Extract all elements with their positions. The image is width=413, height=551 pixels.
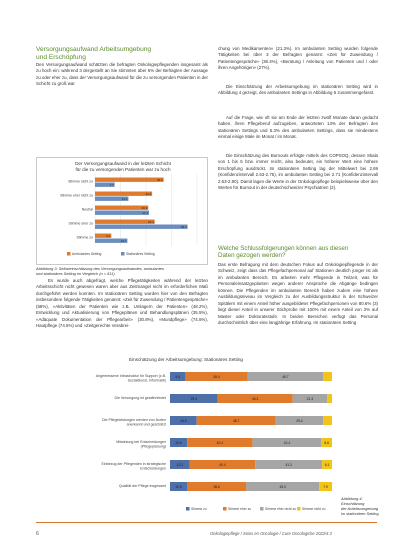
right-paragraph-2: Die Einschätzung der Arbeitsumgebung im stationären Setting wird in Abbildung 4 gezeigt, des ambulanten Settings in Abbildung 5 zusammengefasst. xyxy=(218,84,378,96)
chart2-data-label: 36.6 xyxy=(213,484,220,489)
right-paragraph-3: Auf die Frage, wie oft sie am Ende der letzten zwölf Monate daran gedacht haben, ihren Pflegeberuf aufzugeben, antworteten 13% der Befragten des stationären Settings und 5.3% des ambulanten Settings, dass sie mindestens einmal einige Male im Monat / im Monat. xyxy=(218,115,378,140)
figure-4-caption: Abbildung 4: Einschätzung der Arbeitsumgebung im stationären Setting xyxy=(341,496,379,517)
chart2-legend-label: Stimme eher zu xyxy=(228,507,252,511)
right-paragraph-4: Die Einschätzung des Burnouts erfolgte mittels des COPSOQ, dessen Skala von 1 bis 5 bzw. immer reicht, also bedeutet, ein höherer Wert eine höhere Erschöpfung ausdrückt. Im stationären Setting lag der Mittelwert bei 2.69 (Konfidenzintervall 2.63-2.75), im ambulanten Setting bei 2.71 (Konfidenzintervall 2.63-2.80). Damit lagen die Werte in der Onkologiepflege beispielsweise über den Werten für Burnout in der deutschschweizer Psychiatrien (2). xyxy=(218,153,378,191)
chart2-category-label: Die Pflegeleistungen werden von Ärzten anerkannt und geschätzt xyxy=(102,418,166,427)
chart2-data-label: 12.2 xyxy=(176,462,184,467)
chart1-legend-label: Ambulantes Setting xyxy=(72,252,102,256)
chart2-data-label: 29.4 xyxy=(190,396,198,401)
chart1-category-label: Stimme nicht zu xyxy=(68,179,93,184)
intro-paragraph: Den Versorgungsaufwand schätzten die befragten Onkologiepflegenden insgesamt als zu hoch ein: während 3 dergestellt an Sie stimmten über 6% der Befragten der Aussage zu oder eher zu, dass der Versorgungsaufwand für die zu versorgenden Patienten in der Schicht zu groß war xyxy=(36,62,208,87)
chart1-bar xyxy=(95,178,164,182)
chart2-bar-segment xyxy=(323,372,332,381)
arbeitsumgebung-chart xyxy=(36,356,336,523)
chart1-data-label: 21.2 xyxy=(142,211,149,215)
chart1-legend-label: Stationäres Setting xyxy=(126,252,155,256)
chart2-category-label: Angemessene Infrastruktur für Support (z.B. Sozialdienst, Informatik) xyxy=(95,374,166,383)
footer-rule xyxy=(36,522,377,523)
chart2-data-label: 38.4 xyxy=(213,374,220,379)
chart2-category-label: Mitwirkung bei Entscheidungen (Pflegeplanung) xyxy=(116,440,166,449)
chart2-data-label: 46.7 xyxy=(282,374,289,379)
chart2-data-label: 21.3 xyxy=(306,396,314,401)
chart2-category-label: Die Versorgung ist gewährleistet xyxy=(114,396,166,400)
chart1-bar xyxy=(95,220,155,224)
chart1-bar xyxy=(95,206,148,210)
left-body-paragraph: Es wurde auch abgefragt, welche Pflegetätigkeiten während der letzten Arbeitsschicht nicht gewesen waren aber aus Zeitmangel nicht im erforderlichen Maß durchgeführt werden konnten. Im stationären Setting wurden hier von den Befragten insbesondere folgende Tätigkeiten genannt: «Zeit für Zuwendung / Patientengespräche» (68%), «Aktivitäten der Patienten wie z.B. Umlagern der Patienten» (48.2%), Entwicklung und Aktualisierung von Pflegeplänen und Behandlungsplänen (35.5%), «Adäquate Dokumentation der Pflegearbeit» (30.8%), «Mundpflege» (74.5%), Hautpflege (74.5%) und «Zeitgerechte Verabrei- xyxy=(36,278,208,329)
chart1-data-label: 22.4 xyxy=(145,192,152,196)
chart1-title: Der Versorgungsaufwand in der letzten Schicht für die zu versorgenden Patienten war zu hoch xyxy=(75,161,171,172)
chart2-data-label: 6.6 xyxy=(324,440,329,445)
chart1-data-label: 26.9 xyxy=(156,178,163,182)
chart2-legend-swatch xyxy=(223,507,227,511)
chart1-data-label: 6.4 xyxy=(106,234,111,238)
chart2-data-label: 45.0 xyxy=(279,484,286,489)
chart2-data-label: 46.3 xyxy=(251,396,259,401)
chart2-legend-swatch xyxy=(297,507,301,511)
chart2-data-label: 29.4 xyxy=(296,418,303,423)
chart2-data-label: 9.5 xyxy=(175,374,180,379)
page-number: 6 xyxy=(36,531,39,537)
chart2-data-label: 40.4 xyxy=(219,462,226,467)
chart1-bar xyxy=(95,211,149,215)
chart1-legend-swatch xyxy=(121,252,125,256)
chart1-data-label: 12.7 xyxy=(120,239,127,243)
section-heading-versorgungsaufwand: Versorgungsaufwand Arbeitsumgebung und Erschöpfung xyxy=(36,46,152,61)
chart2-data-label: 7.9 xyxy=(323,484,328,489)
chart2-data-label: 41.3 xyxy=(285,462,292,467)
right-paragraph-5: Das erste Befragung mit dem deutschen Fokus auf Onkologiepflegende in der Schweiz, zeigt dass das Pflegefachpersonal auf Stationen deutlich jünger ist als im ambulanten Bereich. Es arbeiten mehr Pflegende in Teilzeit, was für Personaleinsatzgeplanten wegen anderer Ansprüche die Abgänge bedingen können. Die Pflegenden im ambulanten Bereich haben zudem eine höhere Ausbildungsniveau im Vergleich zu der Ausbildungsstruktur in der Schweizer Spitälern mit einem Anteil höher ausgebildeter Pflegefachpersonen von 80.6% (3) liegt dieser Anteil in unserer Stichprobe mit 100% mit einem Anteil von 3% auf Master oder Doktoratsstufe. In beiden Bereichen verfügt das Personal durchschnittlich über eine langjährige Erfahrung. Im stationären Setting xyxy=(218,262,378,326)
chart2-bar-segment xyxy=(327,394,332,403)
chart1-data-label: 23.4 xyxy=(148,220,154,224)
chart2-category-label: Qualität der Pflege insgesamt xyxy=(118,484,166,488)
right-paragraph-1: chung von Medikamenten» (21.3%). Im ambulanten Setting wurden folgende Tätigkeiten bei über 3 der Befragten genannt: «Zeit für Zuwendung / Patientengespräche» (38.4%), «Beratung / Anleitung von Patienten und / oder ihren Angehörigen» (27%). xyxy=(218,46,378,71)
chart1-category-label: Neutral xyxy=(81,207,93,212)
chart2-legend-label: Stimme eher nicht zu xyxy=(265,507,296,511)
chart2-plot xyxy=(36,366,336,522)
figure-3-caption: Abbildung 3: Selbsteinschätzung des Versorgungsaufwandes, ambulantes und stationäres Setting im Vergleich (n = 611) xyxy=(36,266,164,277)
chart1-bar xyxy=(95,225,188,229)
chart1-data-label: 7.7 xyxy=(109,183,114,187)
chart2-data-label: 48.7 xyxy=(232,418,240,423)
chart2-data-label: 10.6 xyxy=(175,440,182,445)
chart1-category-label: Stimme zu xyxy=(76,235,93,240)
chart1-category-label: Stimme eher nicht zu xyxy=(60,193,93,198)
chart2-data-label: 16.5 xyxy=(180,418,187,423)
chart1-category-label: Stimme eher zu xyxy=(68,221,93,226)
chart2-title: Einschätzung der Arbeitsumgebung: Stationäres Setting xyxy=(129,357,243,362)
chart2-bar-segment xyxy=(323,416,332,425)
chart1-legend-swatch xyxy=(67,252,71,256)
chart1-bar xyxy=(95,192,152,196)
chart1-data-label: 20.9 xyxy=(141,206,148,210)
chart1-data-label: 13.1 xyxy=(121,197,128,201)
chart2-category-label: Einbezug der Pflegenden in strategische Entscheidungen xyxy=(101,462,166,471)
chart2-data-label: 42.4 xyxy=(283,440,291,445)
versorgungsaufwand-chart xyxy=(36,157,208,265)
chart2-legend-swatch xyxy=(186,507,190,511)
chart1-data-label: 36.3 xyxy=(180,225,187,229)
chart1-plot xyxy=(37,170,209,266)
section-heading-schlussfolgerungen: Welche Schlussfolgerungen können aus diesen Daten gezogen werden? xyxy=(218,245,349,260)
chart2-legend-label: Stimme zu xyxy=(191,507,207,511)
journal-footer: Onkologiepflege / Soins en Oncologie / Cure Oncologiche 2022/4 3 xyxy=(210,531,332,536)
chart2-data-label: 40.4 xyxy=(216,440,224,445)
chart2-data-label: 6.1 xyxy=(324,462,330,467)
chart2-data-label: 10.5 xyxy=(175,484,182,489)
chart2-legend-label: Stimme nicht zu xyxy=(302,507,326,511)
chart2-legend-swatch xyxy=(260,507,264,511)
